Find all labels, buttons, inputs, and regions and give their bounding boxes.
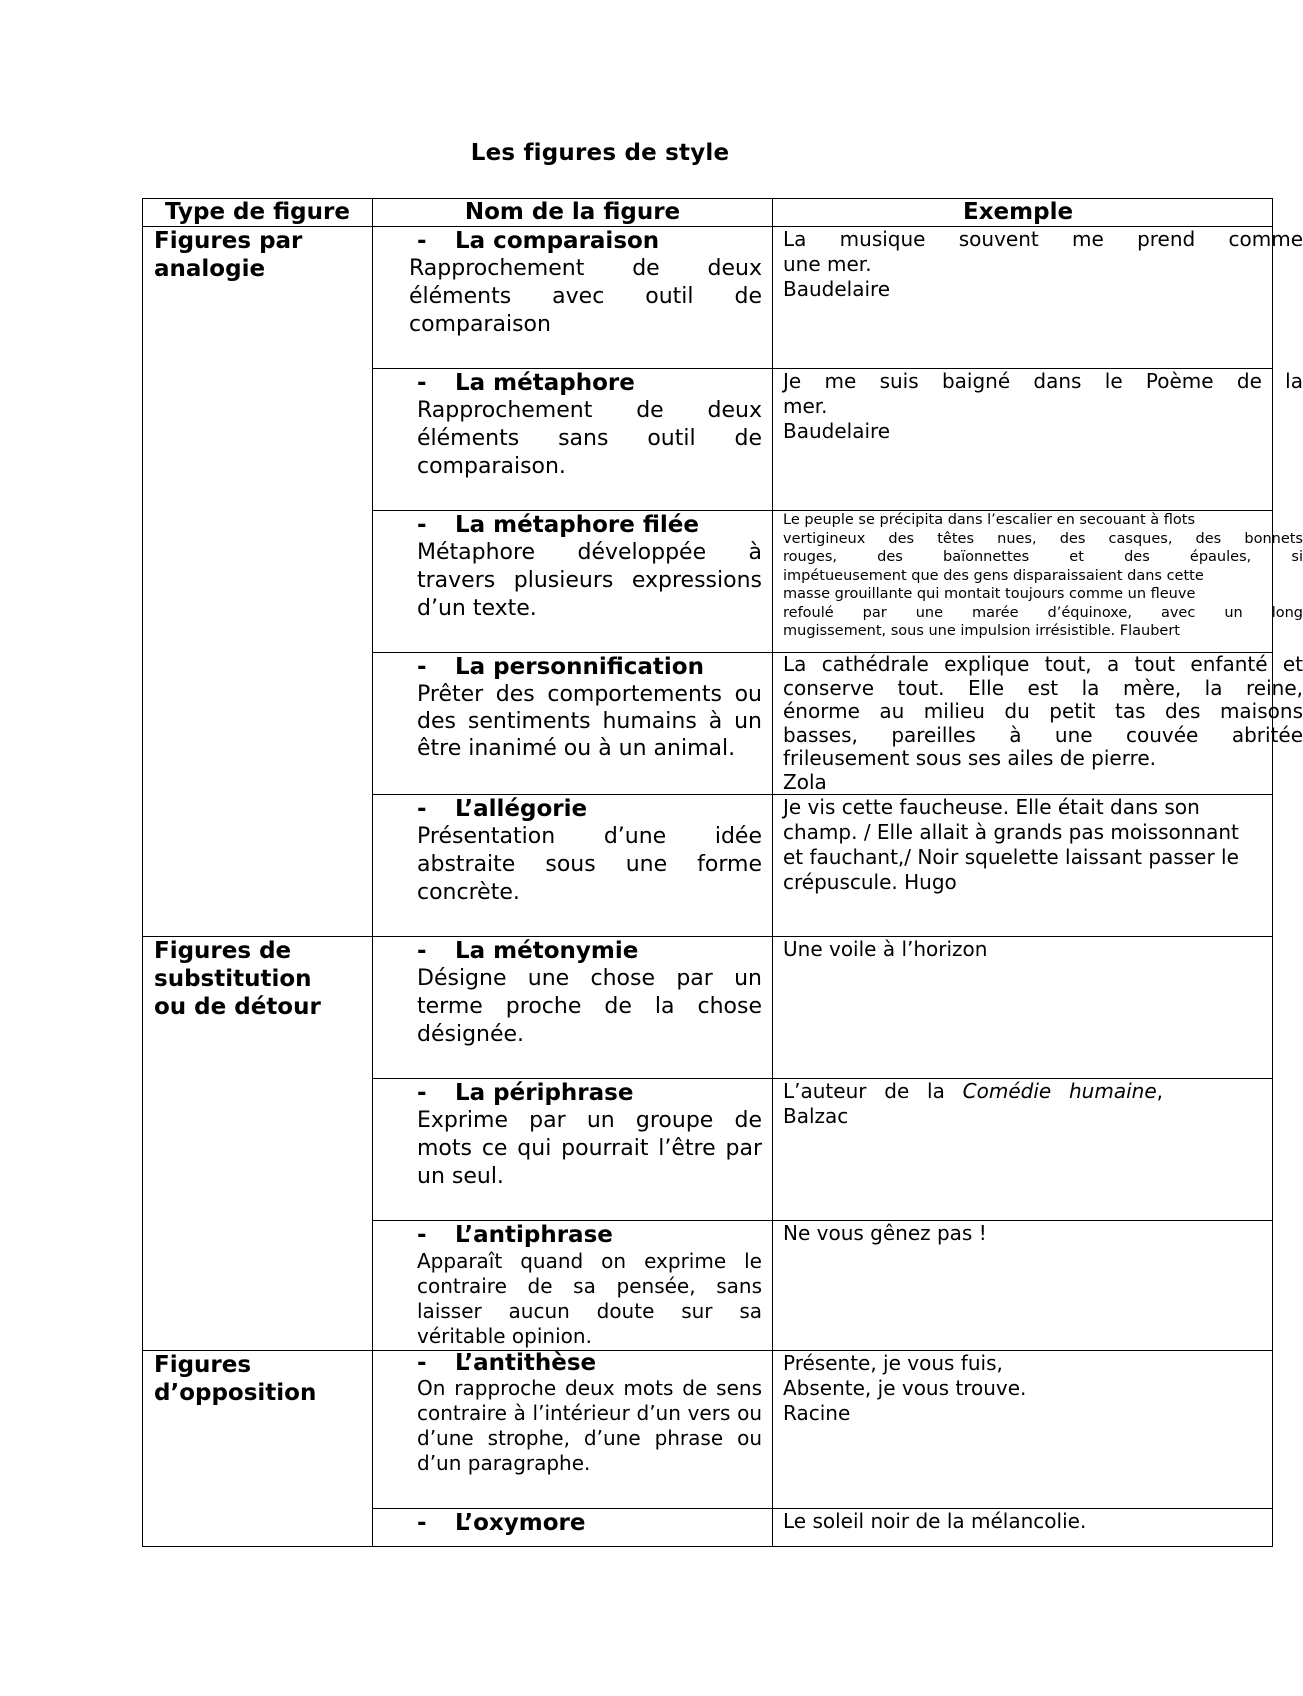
figure-comparaison: - La comparaison Rapprochement de deux éléments avec outil de comparaison [373, 227, 773, 369]
example-metaphore: Je me suis baigné dans le Poème de la mer. Baudelaire [773, 369, 1273, 511]
figure-name: La périphrase [455, 1080, 634, 1106]
figure-description: Présentation d’une idée abstraite sous une forme concrète. [417, 824, 762, 905]
group-label-substitution: Figures de substitution ou de détour [143, 937, 373, 1351]
example-personnification: La cathédrale explique tout, a tout enfanté et conserve tout. Elle est la mère, la reine, énorme au milieu du petit tas des maisons basses, pareilles à une couvée abritée frileusement sous ses ailes de pierre. Zola [773, 653, 1273, 795]
table-frame [142, 198, 1303, 1555]
figure-name: L’allégorie [455, 796, 588, 822]
header-name: Nom de la figure [373, 199, 773, 227]
figure-name: La métaphore [455, 370, 635, 396]
table-row [143, 1351, 1273, 1509]
figure-name: L’oxymore [455, 1510, 586, 1536]
figure-allegorie: - L’allégorie Présentation d’une idée abstraite sous une forme concrète. [373, 795, 773, 937]
example-oxymore: Le soleil noir de la mélancolie. [773, 1509, 1273, 1547]
figure-description: Prêter des comportements ou des sentiments humains à un être inanimé ou à un animal. [417, 682, 762, 761]
figure-name: La métonymie [455, 938, 639, 964]
table-header-row [143, 199, 1273, 227]
figure-description: Apparaît quand on exprime le contraire de sa pensée, sans laisser aucun doute sur sa véritable opinion. [417, 1249, 762, 1348]
table-row [143, 937, 1273, 1079]
figure-name: La métaphore filée [455, 512, 699, 538]
group-label-analogie: Figures par analogie [143, 227, 373, 937]
page-title: Les figures de style [470, 140, 730, 166]
figure-description: Rapprochement de deux éléments sans outil de comparaison. [417, 398, 762, 479]
figure-description: On rapproche deux mots de sens contraire à l’intérieur d’un vers ou d’une strophe, d’une phrase ou d’un paragraphe. [417, 1376, 762, 1475]
figure-name: La personnification [455, 654, 704, 680]
figure-oxymore: - L’oxymore [373, 1509, 773, 1547]
figure-name: L’antithèse [455, 1350, 597, 1376]
example-antithese: Présente, je vous fuis, Absente, je vous trouve. Racine [773, 1351, 1273, 1509]
figure-name: L’antiphrase [455, 1222, 613, 1248]
group-label-opposition: Figures d’opposition [143, 1351, 373, 1547]
example-metonymie: Une voile à l’horizon [773, 937, 1273, 1079]
figure-antithese: - L’antithèse On rapproche deux mots de sens contraire à l’intérieur d’un vers ou d’une strophe, d’une phrase ou d’un paragraphe. [373, 1351, 773, 1509]
example-antiphrase: Ne vous gênez pas ! [773, 1221, 1273, 1351]
figure-personnification: - La personnification Prêter des comportements ou des sentiments humains à un être inanimé ou à un animal. [373, 653, 773, 795]
figure-description: Exprime par un groupe de mots ce qui pourrait l’être par un seul. [417, 1108, 762, 1189]
header-type: Type de figure [143, 199, 373, 227]
header-example: Exemple [773, 199, 1273, 227]
figure-name: La comparaison [455, 228, 660, 254]
example-metaphore-filee: Le peuple se précipita dans l’escalier en secouant à flots vertigineux des têtes nues, des casques, des bonnets rouges, des baïonnettes et des épaules, si impétueusement que des gens disparaissaient dans cette masse grouillante qui montait toujours comme un fleuve refoulé par une marée d’équinoxe, avec un long mugissement, sous une impulsion irrésistible. Flaubert [773, 511, 1273, 653]
figure-metaphore: - La métaphore Rapprochement de deux éléments sans outil de comparaison. [373, 369, 773, 511]
table-row [143, 227, 1273, 369]
figures-table [142, 198, 1303, 1547]
figure-metaphore-filee: - La métaphore filée Métaphore développée à travers plusieurs expressions d’un texte. [373, 511, 773, 653]
figure-antiphrase: - L’antiphrase Apparaît quand on exprime le contraire de sa pensée, sans laisser aucun doute sur sa véritable opinion. [373, 1221, 773, 1351]
example-allegorie: Je vis cette faucheuse. Elle était dans son champ. / Elle allait à grands pas moissonnant et fauchant,/ Noir squelette laissant passer le crépuscule. Hugo [773, 795, 1273, 937]
example-comparaison: La musique souvent me prend comme une mer. Baudelaire [773, 227, 1273, 369]
figure-description: Rapprochement de deux éléments avec outil de comparaison [409, 256, 762, 337]
figure-metonymie: - La métonymie Désigne une chose par un terme proche de la chose désignée. [373, 937, 773, 1079]
figure-periphrase: - La périphrase Exprime par un groupe de mots ce qui pourrait l’être par un seul. [373, 1079, 773, 1221]
figure-description: Métaphore développée à travers plusieurs expressions d’un texte. [417, 540, 762, 621]
example-periphrase: L’auteur de la Comédie humaine, Balzac [773, 1079, 1273, 1221]
figure-description: Désigne une chose par un terme proche de la chose désignée. [417, 966, 762, 1047]
